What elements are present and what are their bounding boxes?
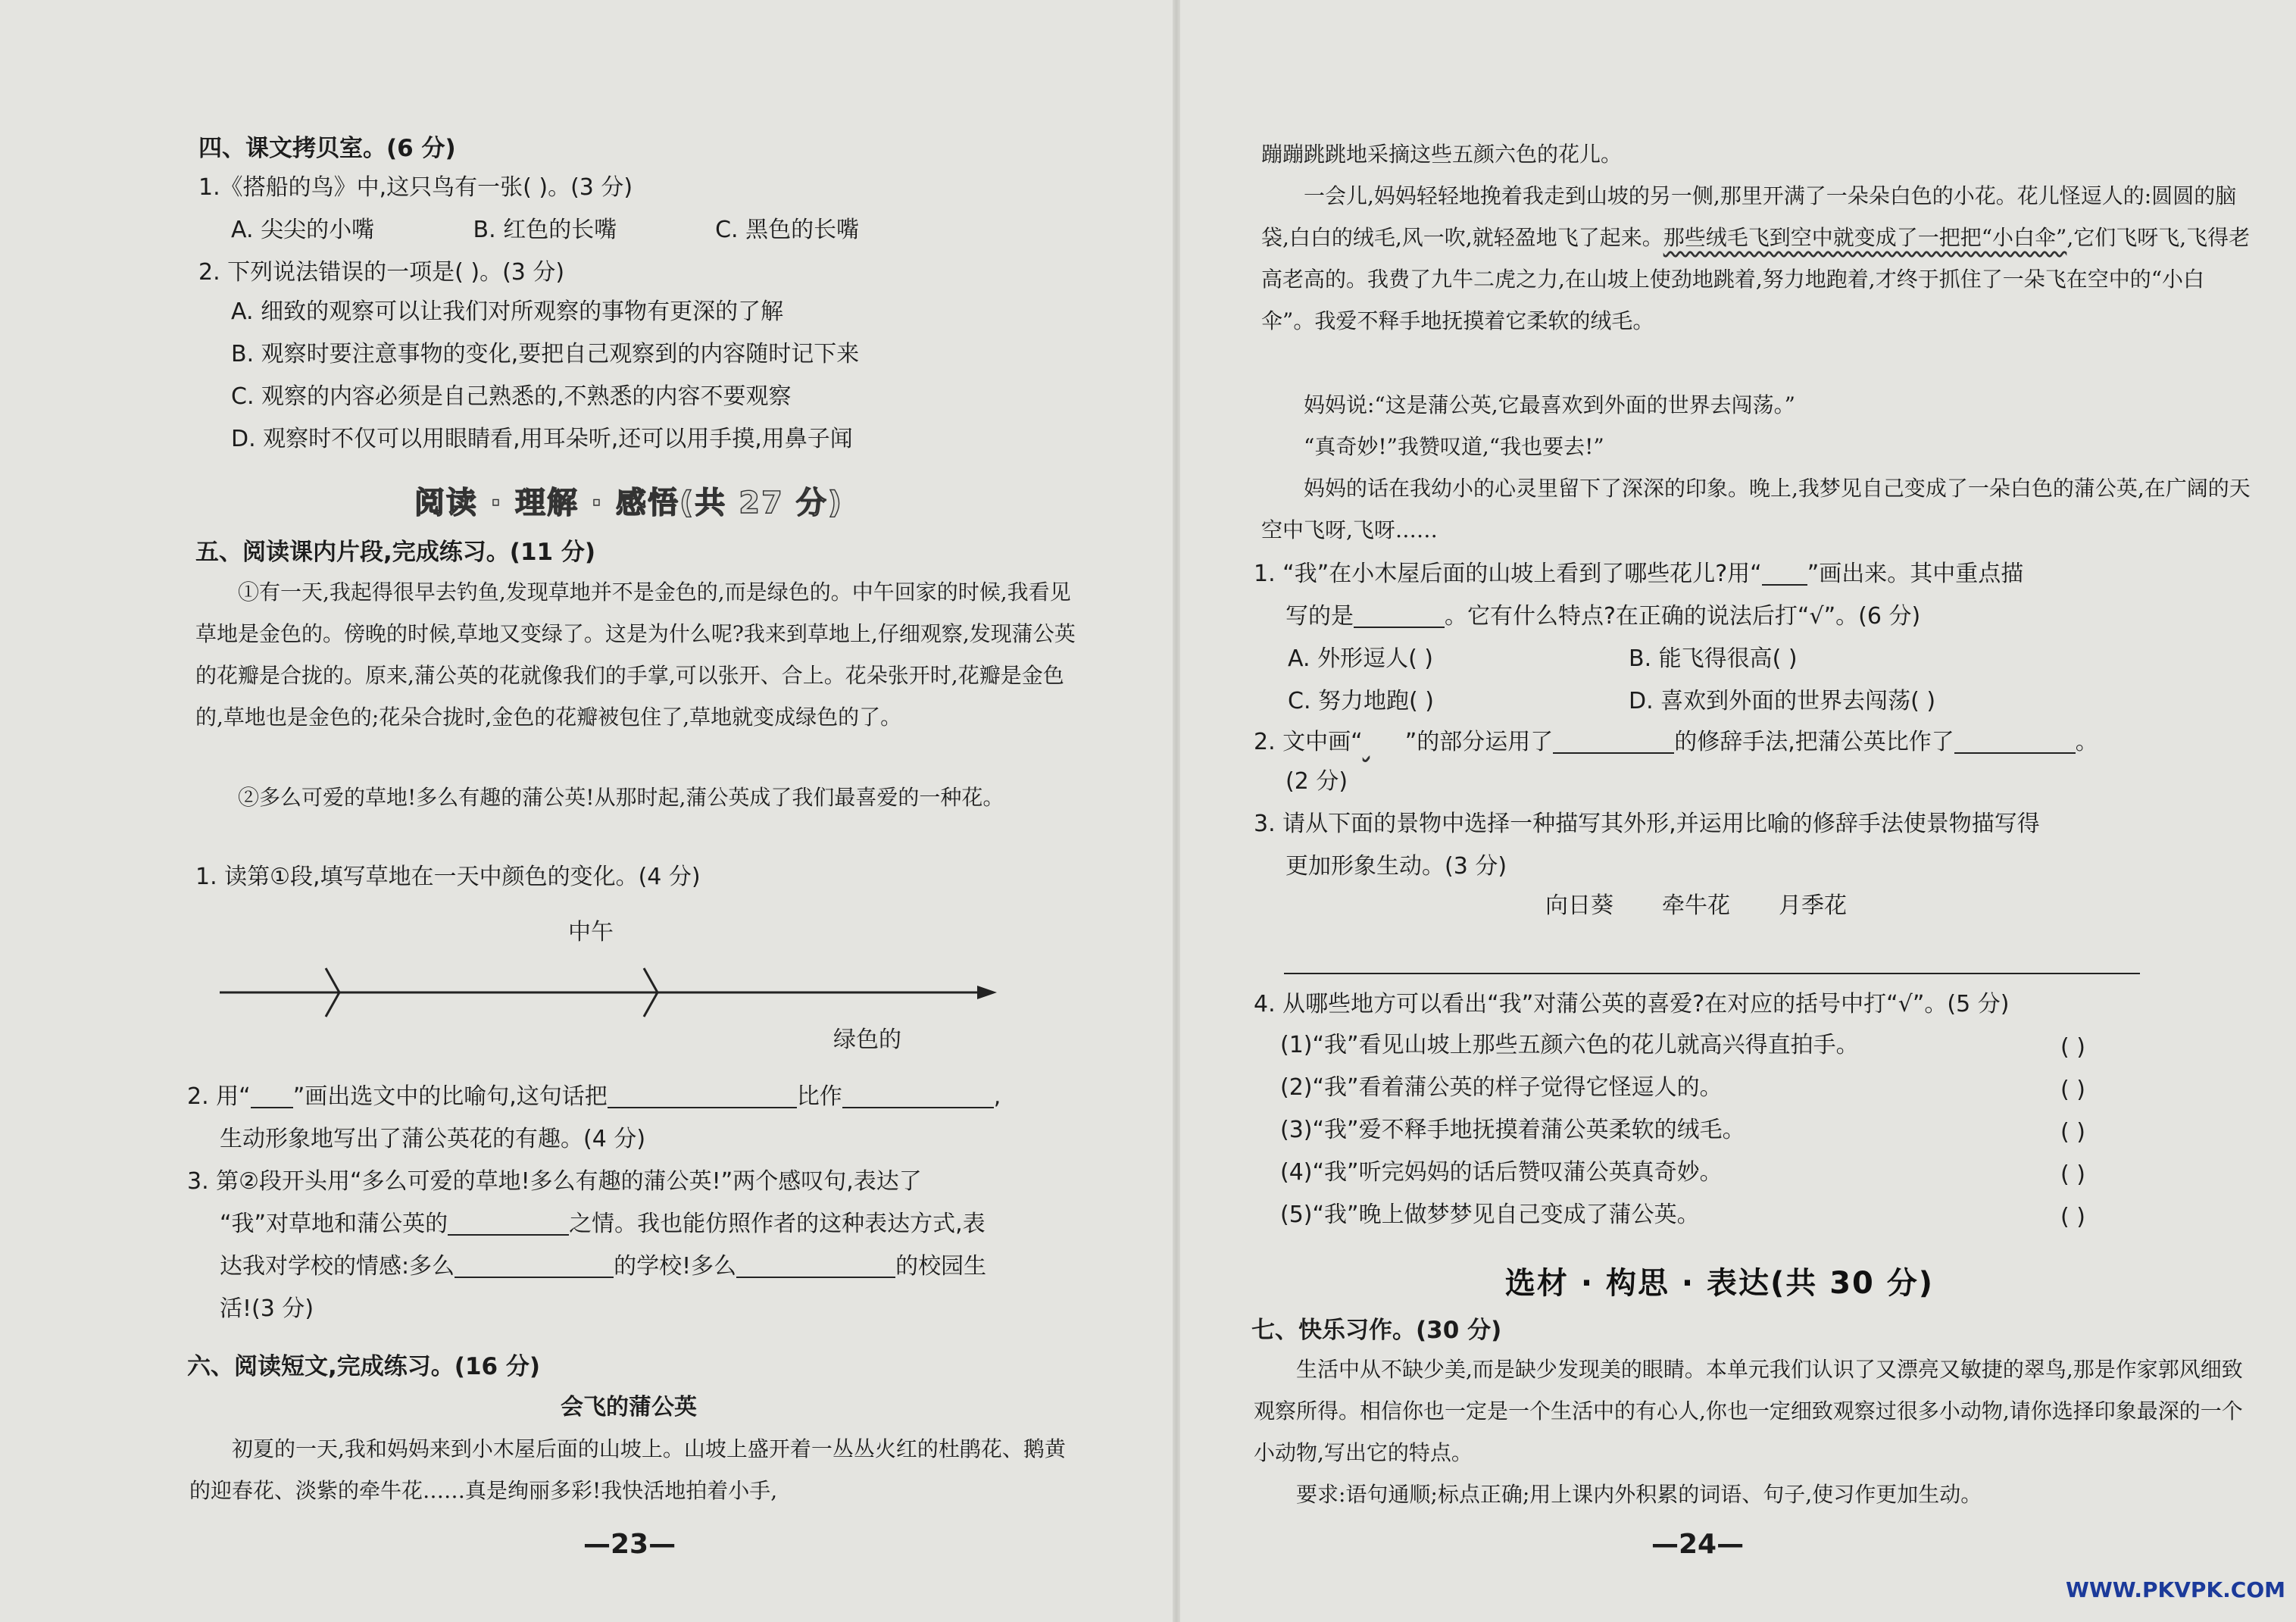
- s6-q1-options: [1288, 638, 2197, 723]
- s6-q1-option-d: D. 喜欢到外面的世界去闯荡( ): [1629, 688, 1936, 714]
- s5-q3-blank-1[interactable]: [448, 1211, 569, 1236]
- s4-q1-option-c: C. 黑色的长嘴: [715, 217, 860, 243]
- s5-q3-text-b: 之情。我也能仿照作者的这种表达方式,表: [569, 1211, 986, 1237]
- s5-q2-blank-1[interactable]: [608, 1084, 797, 1108]
- s4-q2-option-b: B. 观察时要注意事物的变化,要把自己观察到的内容随时记下来: [231, 341, 860, 367]
- s5-q3-text-c: 达我对学校的情感:多么: [220, 1253, 455, 1280]
- s4-q2-option-d: D. 观察时不仅可以用眼睛看,用耳朵听,还可以用手摸,用鼻子闻: [231, 426, 853, 452]
- s6-q2-wavy-marker: [1363, 721, 1405, 764]
- s5-paragraph-1: ①有一天,我起得很早去钓鱼,发现草地并不是金色的,而是绿色的。中午回家的时候,我看见草地是金色的。傍晚的时候,草地又变绿了。这是为什么呢?我来到草地上,仔细观察,发现蒲公英的花瓣是合拢的。原来,蒲公英的花就像我们的手掌,可以张开、合上。花朵张开时,花瓣是金色的,草地也是金色的;花朵合拢时,金色的花瓣被包住了,草地就变成绿色的了。: [195, 580, 1076, 730]
- section-4-title: 四、课文拷贝室。(6 分): [198, 135, 456, 162]
- s6-question-2: [1254, 721, 2098, 764]
- s5-q3-line4: 活!(3 分): [220, 1295, 314, 1322]
- s4-question-2: 2. 下列说法错误的一项是( )。(3 分): [198, 259, 565, 286]
- s4-q2-option-c: C. 观察的内容必须是自己熟悉的,不熟悉的内容不要观察: [231, 383, 792, 410]
- s6-q1-text-a: 1. “我”在小木屋后面的山坡上看到了哪些花儿?用“: [1254, 561, 1762, 587]
- s6-q3-answer-line[interactable]: [1284, 973, 2140, 974]
- s6-q4-item-5: (5)“我”晚上做梦梦见自己变成了蒲公英。: [1280, 1202, 1700, 1228]
- watermark: WWW.PKVPK.COM: [2066, 1577, 2285, 1602]
- s5-q2-text-d: ,: [993, 1083, 1001, 1110]
- s6-q1-option-a: A. 外形逗人( ): [1288, 645, 1434, 672]
- s6-q4-paren-1[interactable]: ( ): [2060, 1034, 2085, 1061]
- s6-q2-blank-2[interactable]: [1954, 730, 2076, 754]
- story-paragraph-5: 妈妈的话在我幼小的心灵里留下了深深的印象。晚上,我梦见自己变成了一朵白色的蒲公英,在广阔的天空中飞呀,飞呀……: [1261, 476, 2251, 542]
- story-paragraph-1-cont: 蹦蹦跳跳地采摘这些五颜六色的花儿。: [1261, 142, 1623, 167]
- s4-q1-option-a: A. 尖尖的小嘴: [231, 217, 375, 243]
- story-p2-text-a: 一会儿,妈妈轻轻地挽着我走到山坡的另一侧,那里开满了一朵朵白色的小花。花儿怪逗人的:圆圆的脑袋,白白的绒毛,风一吹,就轻盈地飞了起来。: [1261, 183, 2237, 250]
- s5-q2-line2: 生动形象地写出了蒲公英花的有趣。(4 分): [220, 1126, 646, 1152]
- flower-morning-glory: 牵牛花: [1662, 892, 1730, 919]
- s6-question-3: [1254, 803, 2040, 888]
- s6-q2-text-d: 。: [2075, 729, 2098, 755]
- s6-q1-option-c: C. 努力地跑( ): [1288, 688, 1434, 714]
- s6-q3-line1: 3. 请从下面的景物中选择一种描写其外形,并运用比喻的修辞手法使景物描写得: [1254, 811, 2040, 837]
- s5-q3-text-d: 的学校!多么: [614, 1253, 737, 1280]
- s5-q3-text-e: 的校园生: [895, 1253, 987, 1280]
- s6-q4-item-4: (4)“我”听完妈妈的话后赞叹蒲公英真奇妙。: [1280, 1159, 1723, 1186]
- s6-q4-paren-5[interactable]: ( ): [2060, 1204, 2085, 1230]
- s6-q1-text-c: 写的是: [1285, 603, 1354, 630]
- story-paragraph-4: “真奇妙!”我赞叹道,“我也要去!”: [1304, 434, 1604, 459]
- story-paragraph-2: [1261, 175, 2254, 342]
- color-change-diagram: [212, 909, 1015, 1076]
- diagram-green-label: 绿色的: [833, 1027, 901, 1053]
- s6-q4-item-2: (2)“我”看着蒲公英的样子觉得它怪逗人的。: [1280, 1074, 1723, 1101]
- s6-q1-text-d: 。它有什么特点?在正确的说法后打“√”。(6 分): [1445, 603, 1921, 630]
- s4-q2-option-a: A. 细致的观察可以让我们对所观察的事物有更深的了解: [231, 298, 784, 325]
- story-paragraph-1: 初夏的一天,我和妈妈来到小木屋后面的山坡上。山坡上盛开着一丛丛火红的杜鹃花、鹅黄的迎春花、淡紫的牵牛花……真是绚丽多彩!我快活地拍着小手,: [189, 1436, 1066, 1503]
- s6-q1-blank[interactable]: [1354, 604, 1445, 628]
- s6-q1-text-b: ”画出来。其中重点描: [1807, 561, 2024, 587]
- s5-paragraph-2: ②多么可爱的草地!多么有趣的蒲公英!从那时起,蒲公英成了我们最喜爱的一种花。: [238, 785, 1004, 810]
- s5-q3-line2: [187, 1203, 986, 1245]
- s4-q1-option-b: B. 红色的长嘴: [473, 217, 617, 243]
- s5-q2-text-b: ”画出选文中的比喻句,这句话把: [292, 1083, 608, 1110]
- story-title: 会飞的蒲公英: [561, 1394, 697, 1420]
- s6-q4-item-1: (1)“我”看见山坡上那些五颜六色的花儿就高兴得直拍手。: [1280, 1032, 1859, 1058]
- s5-q2-blank-2[interactable]: [842, 1084, 994, 1108]
- s5-q3-line1: 3. 第②段开头用“多么可爱的草地!多么有趣的蒲公英!”两个感叹句,表达了: [187, 1168, 922, 1195]
- section-5-title: 五、阅读课内片段,完成练习。(11 分): [195, 539, 596, 566]
- diagram-noon-label: 中午: [568, 919, 614, 945]
- page-number-left: —23—: [583, 1529, 676, 1560]
- s6-q2-text-c: 的修辞手法,把蒲公英比作了: [1674, 729, 1954, 755]
- s6-q2-text-a: 2. 文中画“: [1254, 729, 1363, 755]
- s5-q2-text-a: 2. 用“: [187, 1083, 251, 1110]
- s5-question-1: 1. 读第①段,填写草地在一天中颜色的变化。(4 分): [195, 864, 701, 890]
- s6-q3-line2: 更加形象生动。(3 分): [1285, 853, 1507, 880]
- s5-q3-blank-2[interactable]: [455, 1254, 614, 1278]
- right-page: [1182, 0, 2296, 1622]
- s6-question-1: [1254, 553, 2023, 638]
- s7-paragraph-1: 生活中从不缺少美,而是缺少发现美的眼睛。本单元我们认识了又漂亮又敏捷的翠鸟,那是作家郭风细致观察所得。相信你也一定是一个生活中的有心人,你也一定细致观察过很多小动物,请你选择印象最深的一个小动物,写出它的特点。: [1254, 1357, 2243, 1465]
- flower-rose: 月季花: [1779, 892, 1847, 919]
- s6-q1-option-b: B. 能飞得很高( ): [1629, 645, 1798, 672]
- s5-q3-line3: [187, 1245, 986, 1288]
- s4-question-1: 1.《搭船的鸟》中,这只鸟有一张( )。(3 分): [198, 174, 633, 201]
- s7-paragraph-2: 要求:语句通顺;标点正确;用上课内外积累的词语、句子,使习作更加生动。: [1296, 1482, 1982, 1507]
- page-fold: [1173, 0, 1180, 1622]
- s5-question-3: [187, 1161, 986, 1330]
- story-paragraph-3: 妈妈说:“这是蒲公英,它最喜欢到外面的世界去闯荡。”: [1304, 392, 1795, 417]
- s4-q1-options: [231, 209, 1064, 252]
- s6-q2-blank-1[interactable]: [1553, 730, 1674, 754]
- band-reading-title: 阅读 · 理解 · 感悟(共 27 分): [414, 486, 844, 520]
- s6-q1-line1: [1254, 553, 2023, 595]
- story-p2-simile: 那些绒毛飞到空中就变成了一把把“小白伞”: [1663, 225, 2067, 250]
- s6-q4-paren-2[interactable]: ( ): [2060, 1077, 2085, 1103]
- s6-q1-line-marker: [1762, 561, 1807, 586]
- s5-q2-text-c: 比作: [796, 1083, 842, 1110]
- s6-q2-text-b: ”的部分运用了: [1404, 729, 1554, 755]
- section-6-title: 六、阅读短文,完成练习。(16 分): [187, 1353, 541, 1380]
- s6-q4-items: [1280, 1024, 2151, 1236]
- s5-q3-blank-3[interactable]: [736, 1254, 895, 1278]
- story-p2-text-c: ,它们飞呀飞,飞得老高老高的。我费了九牛二虎之力,在山坡上使劲地跳着,努力地跑着,才终于抓住了一朵飞在空中的“小白伞”。我爱不释手地抚摸着它柔软的绒毛。: [1261, 225, 2251, 333]
- page-number-right: —24—: [1651, 1529, 1745, 1560]
- s6-q4-paren-4[interactable]: ( ): [2060, 1161, 2085, 1188]
- flower-sunflower: 向日葵: [1545, 892, 1613, 919]
- s6-q4-paren-3[interactable]: ( ): [2060, 1119, 2085, 1145]
- s6-q3-flower-options: [1545, 885, 1895, 927]
- timeline-arrow-head: [977, 986, 997, 999]
- s5-q3-text-a: “我”对草地和蒲公英的: [220, 1211, 448, 1237]
- s6-q2-line2: (2 分): [1285, 768, 1348, 795]
- band-writing-title: 选材 · 构思 · 表达(共 30 分): [1504, 1266, 1935, 1301]
- s6-q4-item-3: (3)“我”爱不释手地抚摸着蒲公英柔软的绒毛。: [1280, 1117, 1745, 1143]
- s6-q1-line2: [1254, 595, 2023, 638]
- s6-question-4: 4. 从哪些地方可以看出“我”对蒲公英的喜爱?在对应的括号中打“√”。(5 分): [1254, 991, 2010, 1017]
- s4-q2-options: [231, 291, 1140, 461]
- s5-q2-underline-marker: [251, 1084, 293, 1108]
- section-7-title: 七、快乐习作。(30 分): [1251, 1317, 1502, 1344]
- s5-question-2: [187, 1076, 1001, 1118]
